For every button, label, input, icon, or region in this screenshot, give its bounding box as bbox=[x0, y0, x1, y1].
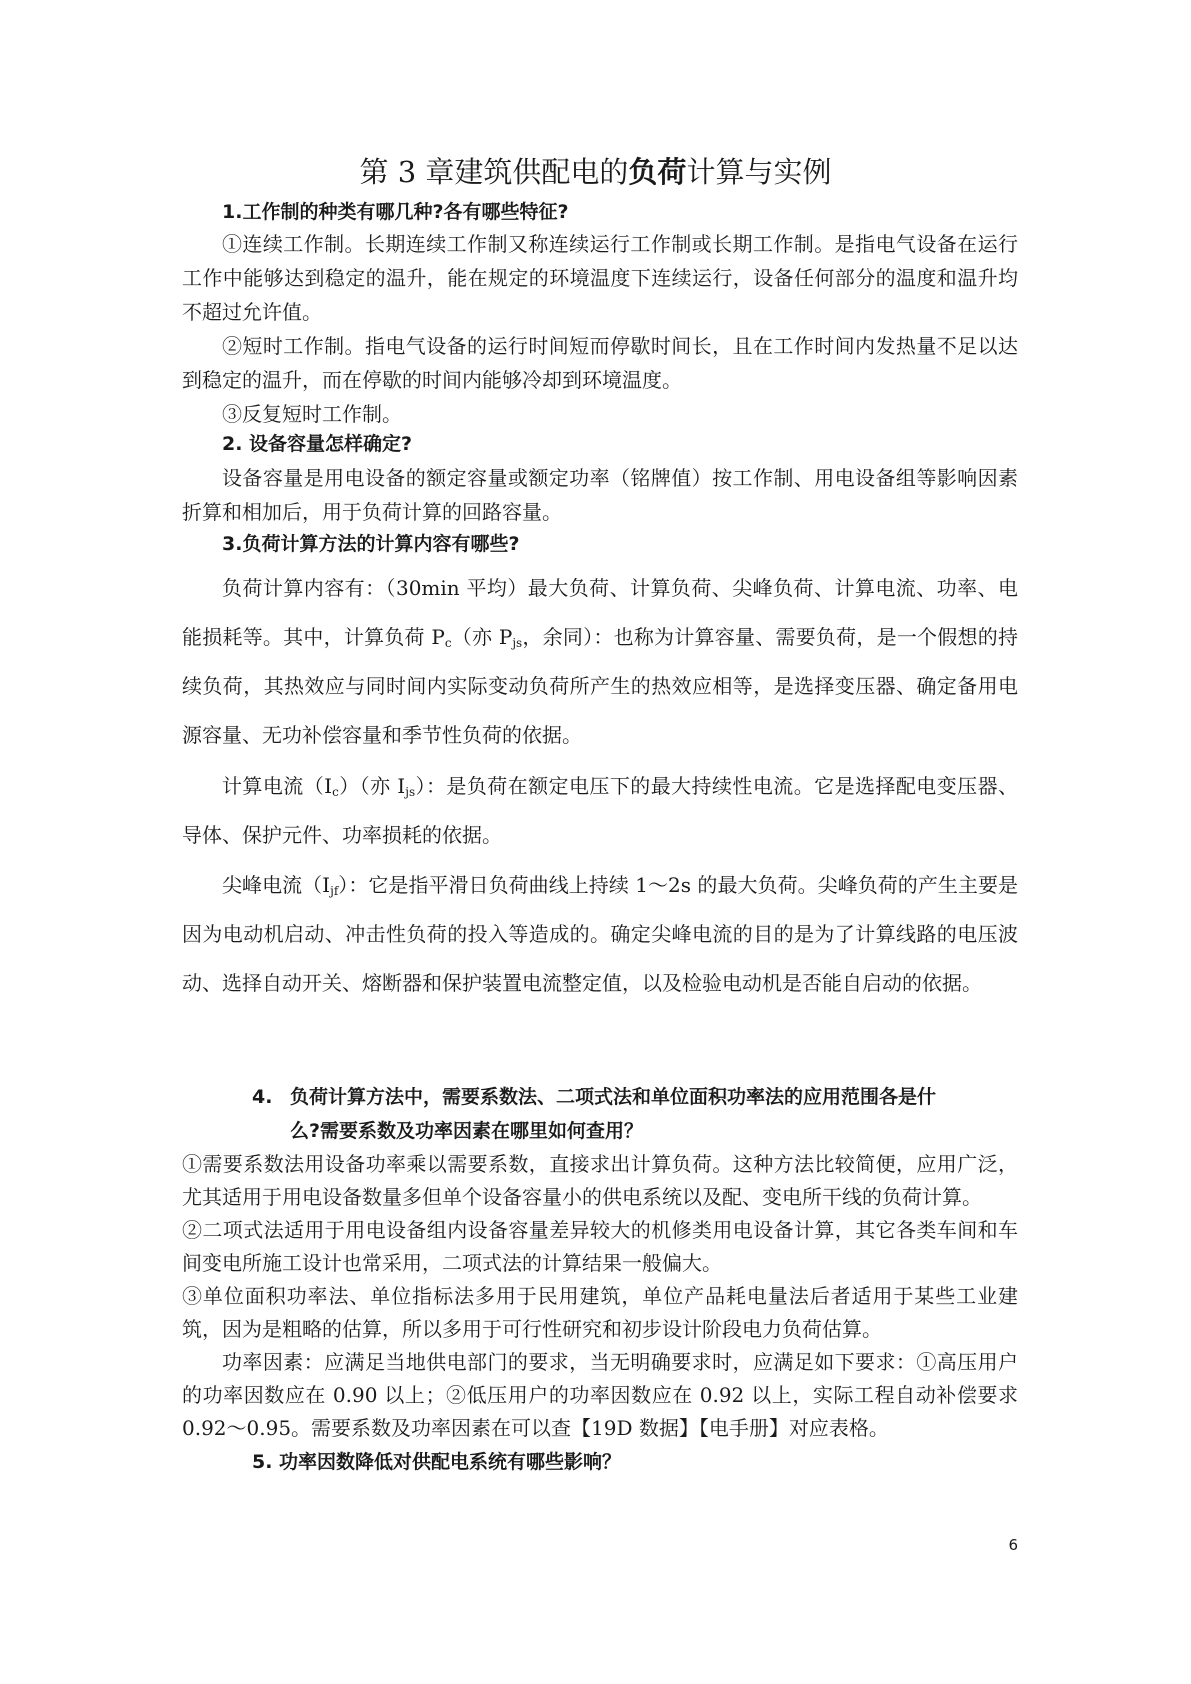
page-number: 6 bbox=[1008, 1536, 1018, 1554]
q1-paragraph-1: ①连续工作制。长期连续工作制又称连续运行工作制或长期工作制。是指电气设备在运行工作中能够达到稳定的温升，能在规定的环境温度下连续运行，设备任何部分的温度和温升均不超过允许值。 bbox=[182, 232, 1018, 324]
q3-p2-sub-js: js bbox=[405, 785, 416, 799]
q3-p1-text-c: ，余同）：也称为计算容量、需要负荷，是一个假想的持续负荷，其热效应与同时间内实际变动负荷所产生的热效应相等，是选择变压器、确定备用电源容量、无功补偿容量和季节性负荷的依据。 bbox=[182, 625, 1018, 747]
q3-paragraph-3 bbox=[182, 861, 1018, 1008]
question-4-heading bbox=[252, 1080, 1022, 1148]
q3-paragraph-1 bbox=[182, 564, 1018, 760]
q4-paragraph-3: ③单位面积功率法、单位指标法多用于民用建筑，单位产品耗电量法后者适用于某些工业建筑，因为是粗略的估算，所以多用于可行性研究和初步设计阶段电力负荷估算。 bbox=[182, 1284, 1018, 1341]
q3-p1-text-b: （亦 P bbox=[451, 625, 513, 649]
question-5-heading: 5. 功率因数降低对供配电系统有哪些影响？ bbox=[252, 1451, 622, 1473]
q3-p1-text-a: 负荷计算内容有：（30min 平均）最大负荷、计算负荷、尖峰负荷、计算电流、功率、电能损耗等。其中，计算负荷 P bbox=[182, 576, 1018, 649]
q4-paragraph-1: ①需要系数法用设备功率乘以需要系数，直接求出计算负荷。这种方法比较简便，应用广泛，尤其适用于用电设备数量多但单个设备容量小的供电系统以及配、变电所干线的负荷计算。 bbox=[182, 1152, 1018, 1209]
q3-p1-sub-c: c bbox=[444, 636, 452, 650]
q3-p3-sub-jf: jf bbox=[330, 884, 339, 898]
q4-paragraph-4: 功率因素：应满足当地供电部门的要求，当无明确要求时，应满足如下要求：①高压用户的功率因数应在 0.90 以上；②低压用户的功率因数应在 0.92 以上，实际工程自动补偿要求 0.92～0.95。需要系数及功率因素在可以查【19D 数据】【电手册】对应表格。 bbox=[182, 1350, 1018, 1440]
question-1-heading: 1.工作制的种类有哪几种?各有哪些特征? bbox=[222, 201, 569, 223]
q3-p3-text-b: ）：它是指平滑日负荷曲线上持续 1～2s 的最大负荷。尖峰负荷的产生主要是因为电动机启动、冲击性负荷的投入等造成的。确定尖峰电流的目的是为了计算线路的电压波动、选择自动开关、熔断器和保护装置电流整定值，以及检验电动机是否能自启动的依据。 bbox=[182, 873, 1018, 995]
title-bold-text: 负荷 bbox=[628, 155, 687, 189]
question-4-line-1: 负荷计算方法中，需要系数法、二项式法和单位面积功率法的应用范围各是什 bbox=[290, 1086, 937, 1108]
question-3-heading: 3.负荷计算方法的计算内容有哪些? bbox=[222, 533, 520, 555]
question-4-line-2: 么?需要系数及功率因素在哪里如何查用？ bbox=[290, 1120, 644, 1142]
q3-p2-text-a: 计算电流（I bbox=[222, 774, 333, 798]
q3-p2-text-b: ）（亦 I bbox=[338, 774, 406, 798]
q1-paragraph-2: ②短时工作制。指电气设备的运行时间短而停歇时间长，且在工作时间内发热量不足以达到稳定的温升，而在停歇的时间内能够冷却到环境温度。 bbox=[182, 334, 1018, 392]
q3-p2-text-c: ）：是负荷在额定电压下的最大持续性电流。它是选择配电变压器、导体、保护元件、功率损耗的依据。 bbox=[182, 774, 1019, 847]
q4-paragraph-2: ②二项式法适用于用电设备组内设备容量差异较大的机修类用电设备计算，其它各类车间和车间变电所施工设计也常采用，二项式法的计算结果一般偏大。 bbox=[182, 1218, 1018, 1275]
title-text: 第 3 章建筑供配电的 bbox=[359, 155, 629, 189]
q3-p1-sub-js: js bbox=[512, 636, 523, 650]
title-text-end: 计算与实例 bbox=[686, 155, 832, 189]
q2-paragraph-1: 设备容量是用电设备的额定容量或额定功率（铭牌值）按工作制、用电设备组等影响因素折算和相加后，用于负荷计算的回路容量。 bbox=[182, 466, 1018, 524]
q3-p3-text-a: 尖峰电流（I bbox=[222, 873, 331, 897]
question-2-heading: 2. 设备容量怎样确定? bbox=[222, 433, 413, 455]
q3-p2-sub-c: c bbox=[332, 785, 339, 799]
page-title bbox=[0, 152, 1191, 192]
question-4-number: 4. bbox=[252, 1086, 273, 1108]
q1-paragraph-3: ③反复短时工作制。 bbox=[222, 402, 402, 426]
q3-paragraph-2 bbox=[182, 762, 1018, 860]
